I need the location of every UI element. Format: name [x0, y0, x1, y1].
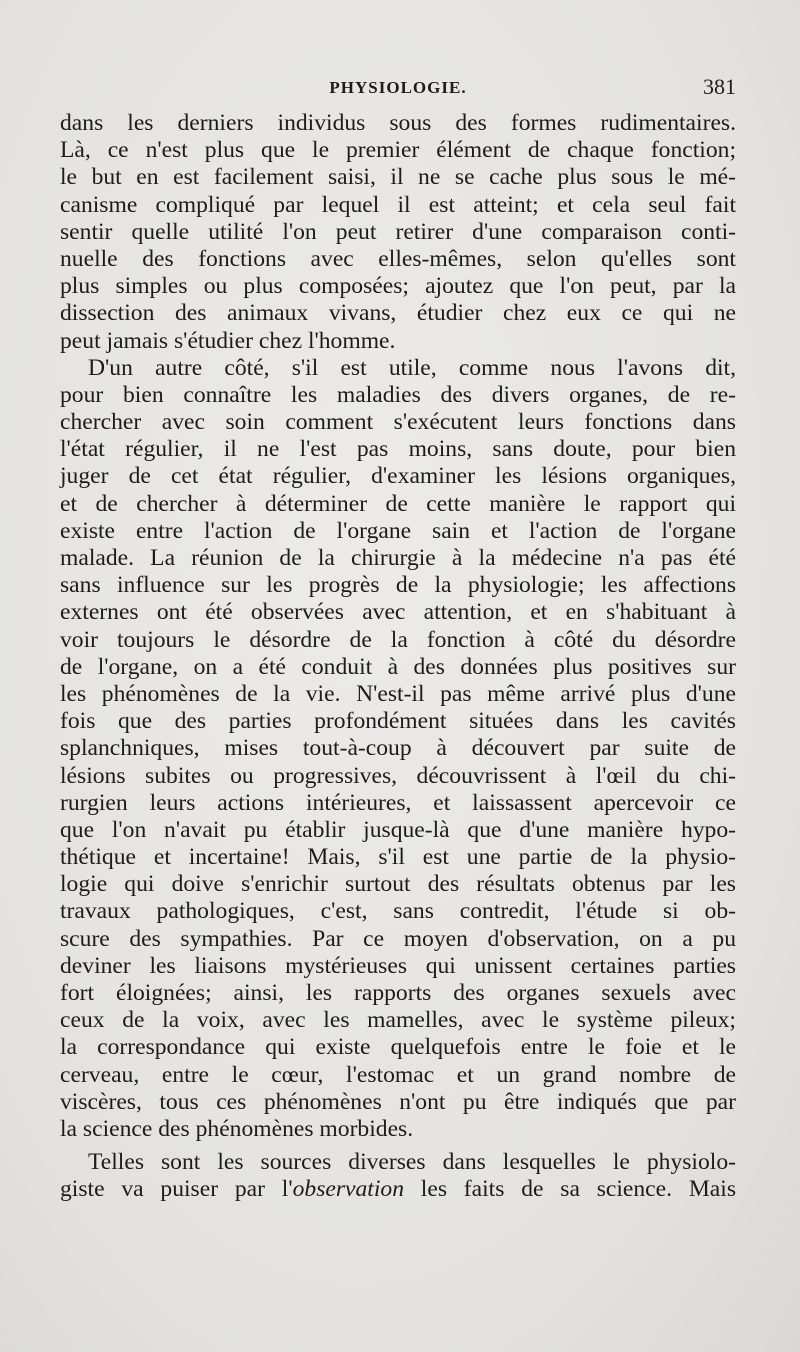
text-line: cerveau, entre le cœur, l'estomac et un grand nombre de: [60, 1061, 736, 1088]
text-line: ceux de la voix, avec les mamelles, avec le système pileux;: [60, 1007, 736, 1034]
text-line: travaux pathologiques, c'est, sans contredit, l'étude si ob-: [60, 898, 736, 925]
text-line: que l'on n'avait pu établir jusque-là que d'une manière hypo-: [60, 816, 736, 843]
text-line: sentir quelle utilité l'on peut retirer d'une comparaison conti-: [60, 218, 736, 245]
text-run: giste va puiser par l': [60, 1176, 293, 1203]
text-line: le but en est facilement saisi, il ne se cache plus sous le mé-: [60, 164, 736, 191]
running-title: PHYSIOLOGIE.: [329, 78, 467, 97]
paragraph-1: [60, 110, 736, 355]
text-line: la correspondance qui existe quelquefois entre le foie et le: [60, 1034, 736, 1061]
text-line: voir toujours le désordre de la fonction à côté du désordre: [60, 626, 736, 653]
text-line: fois que des parties profondément situées dans les cavités: [60, 708, 736, 735]
text-line: viscères, tous ces phénomènes n'ont pu être indiqués que par: [60, 1088, 736, 1115]
paragraph-3: [60, 1149, 736, 1203]
text-line: dissection des animaux vivans, étudier chez eux ce qui ne: [60, 300, 736, 327]
running-head: [60, 74, 736, 104]
text-line: scure des sympathies. Par ce moyen d'observation, on a pu: [60, 925, 736, 952]
text-line: pour bien connaître les maladies des divers organes, de re-: [60, 381, 736, 408]
text-line: externes ont été observées avec attention, et en s'habituant à: [60, 599, 736, 626]
text-line: [60, 1176, 736, 1203]
text-line: nuelle des fonctions avec elles-mêmes, selon qu'elles sont: [60, 245, 736, 272]
text-line: de l'organe, on a été conduit à des données plus positives sur: [60, 653, 736, 680]
text-line: l'état régulier, il ne l'est pas moins, sans doute, pour bien: [60, 436, 736, 463]
text-line: dans les derniers individus sous des formes rudimentaires.: [60, 110, 736, 136]
text-line: chercher avec soin comment s'exécutent leurs fonctions dans: [60, 409, 736, 436]
italic-word: observation: [292, 1176, 404, 1203]
text-line: lésions subites ou progressives, découvrissent à l'œil du chi-: [60, 762, 736, 789]
paragraph-2: [60, 355, 736, 1143]
body-text: [60, 110, 736, 1204]
text-line: canisme compliqué par lequel il est atteint; et cela seul fait: [60, 191, 736, 218]
text-line: Telles sont les sources diverses dans lesquelles le physiolo-: [88, 1149, 736, 1176]
text-line: et de chercher à déterminer de cette manière le rapport qui: [60, 490, 736, 517]
page-number: 381: [703, 74, 736, 99]
text-line: juger de cet état régulier, d'examiner les lésions organiques,: [60, 463, 736, 490]
text-line: deviner les liaisons mystérieuses qui unissent certaines parties: [60, 952, 736, 979]
text-line: sans influence sur les progrès de la physiologie; les affections: [60, 572, 736, 599]
text-line: thétique et incertaine! Mais, s'il est une partie de la physio-: [60, 844, 736, 871]
text-line: malade. La réunion de la chirurgie à la médecine n'a pas été: [60, 545, 736, 571]
text-line: plus simples ou plus composées; ajoutez que l'on peut, par la: [60, 273, 736, 300]
text-line: D'un autre côté, s'il est utile, comme nous l'avons dit,: [88, 354, 736, 381]
text-line: les phénomènes de la vie. N'est-il pas même arrivé plus d'une: [60, 680, 736, 707]
text-line: existe entre l'action de l'organe sain et l'action de l'organe: [60, 517, 736, 544]
text-line: Là, ce n'est plus que le premier élément de chaque fonction;: [60, 137, 736, 164]
text-line: logie qui doive s'enrichir surtout des résultats obtenus par les: [60, 871, 736, 898]
text-line: splanchniques, mises tout-à-coup à découvert par suite de: [60, 735, 736, 762]
text-line: la science des phénomènes morbides.: [60, 1115, 414, 1142]
text-line: fort éloignées; ainsi, les rapports des organes sexuels avec: [60, 980, 736, 1006]
text-line: peut jamais s'étudier chez l'homme.: [60, 327, 396, 354]
text-line: rurgien leurs actions intérieures, et laissassent apercevoir ce: [60, 789, 736, 816]
text-run: les faits de sa science. Mais: [404, 1176, 737, 1203]
